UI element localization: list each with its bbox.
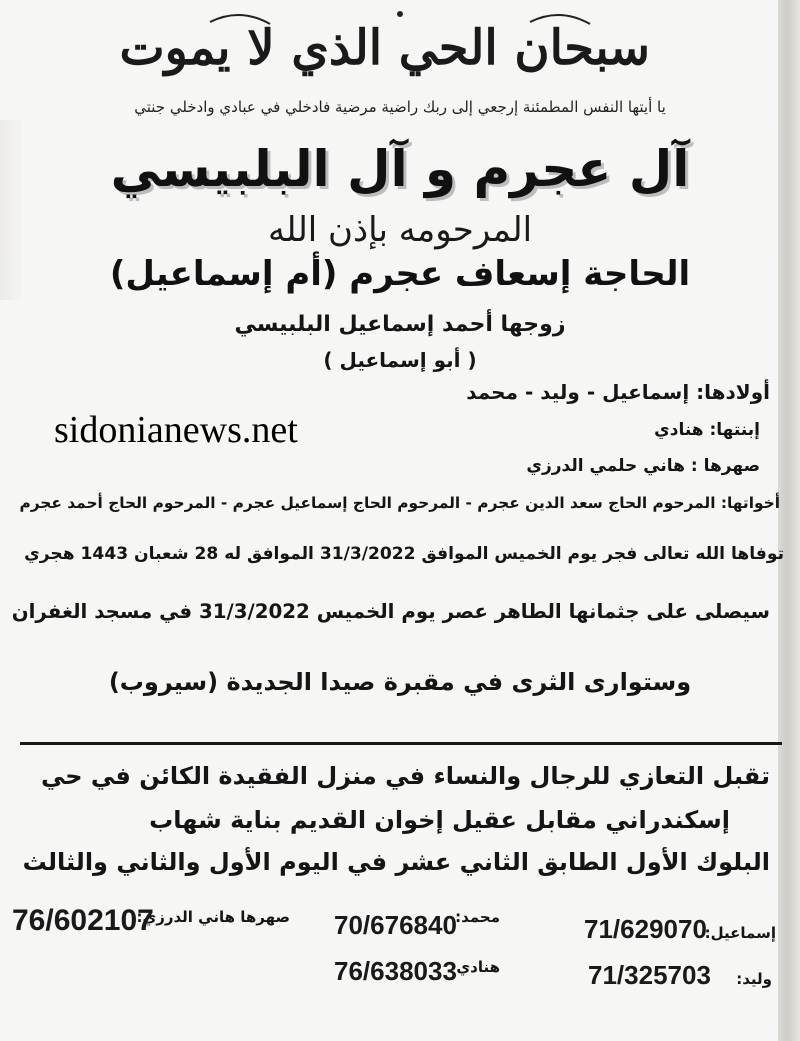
calligraphy-ornament (150, 2, 650, 94)
phone-number-mohammad: 70/676840 (334, 910, 457, 940)
condolence-line-3: البلوك الأول الطابق الثاني عشر في اليوم الأول والثاني والثالث (22, 848, 770, 876)
wall-edge-right (778, 0, 800, 1041)
phone-label-son-in-law: صهرها هاني الدرزي: (136, 908, 290, 926)
quran-verse: يا أيتها النفس المطمئنة إرجعي إلى ربك راضية مرضية فادخلي في عبادي وادخلي جنتي (134, 98, 666, 116)
phone-label-waleed: وليد: (736, 970, 772, 988)
burial-line: وستوارى الثرى في مقبرة صيدا الجديدة (سيروب) (108, 668, 692, 696)
condolence-line-2: إسكندراني مقابل عقيل إخوان القديم بناية شهاب (149, 806, 730, 834)
deceased-name: الحاجة إسعاف عجرم (أم إسماعيل) (109, 254, 691, 294)
phone-label-ismail: إسماعيل: (704, 924, 776, 942)
adjacent-paper-left (0, 120, 22, 300)
sisters-line: أخواتها: المرحوم الحاج سعد الدين عجرم - المرحوم الحاج إسماعيل عجرم - المرحوم الحاج أحمد عجرم (19, 494, 780, 512)
phone-number-waleed: 71/325703 (588, 960, 711, 990)
sons-line: أولادها: إسماعيل - وليد - محمد (466, 380, 770, 404)
husband-name: زوجها أحمد إسماعيل البلبيسي (234, 312, 566, 337)
phone-label-mohammad: محمد: (455, 908, 500, 926)
husband-nickname: ( أبو إسماعيل ) (323, 348, 477, 372)
condolence-line-1: تقبل التعازي للرجال والنساء في منزل الفقيدة الكائن في حي (40, 762, 770, 790)
phone-number-hanadi: 76/638033 (334, 956, 457, 986)
calligraphy-header (119, 2, 650, 94)
family-names: آل عجرم و آل البلبيسي (110, 140, 690, 198)
phone-number-son-in-law: 76/602107 (12, 904, 154, 937)
phone-number-ismail: 71/629070 (584, 914, 707, 944)
divider (20, 742, 782, 745)
funeral-prayer-line: سيصلى على جثمانها الطاهر عصر يوم الخميس 31/3/2022 في مسجد الغفران (11, 600, 770, 623)
phone-label-hanadi: هنادي (456, 958, 500, 976)
calligraphy-text: سبحان الحي الذي لا يموت (119, 20, 650, 76)
son-in-law-line: صهرها : هاني حلمي الدرزي (526, 456, 760, 476)
deceased-label: المرحومه بإذن الله (267, 210, 533, 250)
watermark: sidonianews.net (54, 409, 298, 451)
daughter-line: إبنتها: هنادي (654, 420, 760, 440)
death-date-line: توفاها الله تعالى فجر يوم الخميس الموافق 31/3/2022 الموافق له 28 شعبان 1443 هجري (24, 544, 784, 564)
